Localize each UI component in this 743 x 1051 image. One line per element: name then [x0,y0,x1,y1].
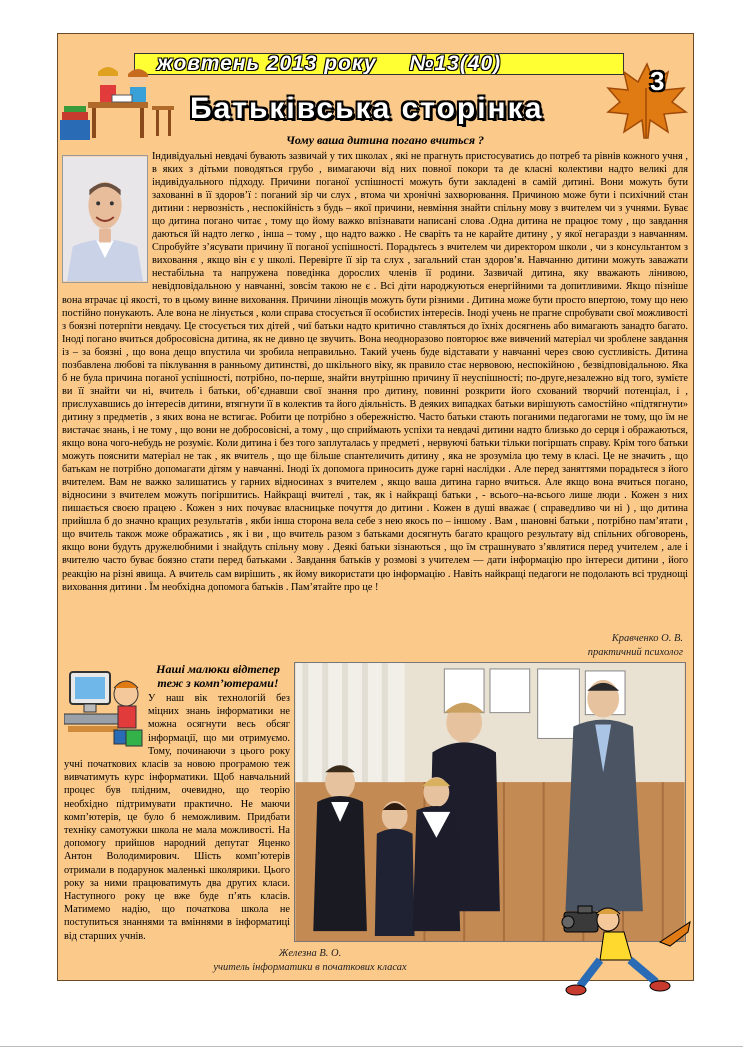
page-bottom-rule [0,1046,743,1047]
article2-author-role: учитель інформатики в початкових класах [213,962,407,973]
article1-text: Індивідуальні невдачі бувають зазвичай у тих школах , які не прагнуть пристосуватись до потреб та рівнів кожного учня , в яких з дітьми поводяться грубо , вимагаючи від них повної покори та де класні колективи надто великі для індивідуального підходу. Причини поганої успішності можуть бути закладені в самій дитині. Вони можуть бути захованні в її здоров’ї : поганий зір чи слух , втома чи хронічні захворювання. Причиною може бути і психічний стан дитини : нервозність , неспокійність з будь – якої причини, невміння знайти спільну мову з вчителем чи з учнями. Буває що дитина погано читає , тому що йому важко впізнавати написані слова .Одна дитина не працює тому , що завдання даються їй надто легко , інша – тому , що надто важко . Не сваріть та не карайте дитину , у якої негаразди з навчанням. Спробуйте з’ясувати причину її поганої успішності. Порадьтесь з вчителем чи директором школи , чи з консультантом з виховання , якщо він є у школі. Перевірте її зір та слух , загальний стан здоров’я. Навчанню дитини можуть заважати нестабільна та напружена поведінка дорослих членів її родини. Зазвичай дитина, яку вважають лінивою, невідповідальною у навчанні, зовсім такою не є . Всі діти народжуються енергійними та допитливими. Якщо пізніше вона втрачає ці якості, то в цьому винне виховання. Причини лінощів можуть бути різними . Дитина може бути просто впертою, тому що нею постійно понукають. Але вона не лінується , коли справа стосується її особистих інтересів. Іноді учень не прагне спробувати свої можливості з боязні потерпіти невдачу. Це стосується тих дітей , чиї батьки надто критично ставляться до їхніх досягнень або вимагають занадто багато. Іноді погано вчиться добросовісна дитина, як не дивно це звучить. Вона неодноразово повторює вже вивчений матеріал чи зроблене завдання із – за боязні , що вона дещо впустила чи зробила неправильно. Такий учень буде відставати у навчанні через свою сустливість. Дитина позбавлена любові та піклування в ранньому дитинстві, до шкільного віку, як правило стає нервовою, неспокійною , безвідповідальною. Яка б не була причина поганої успішності, потрібно, по-перше, знайти внутрішню причину її неуспішності; по-друге,незалежно від того, зумієте ви її знайти чи ні, вчитель і батьки, об’єднавши свої знання про дитину, повинні розкрити його схований творчий потенціал, і , прислухавшись до інтересів дитини, втягнути її в колектив та його діяльність. В деяких випадках батьки вирішують самостійно «підтягнути» дитину з предметів , з яких вона не встигає. Робити це потрібно з обережністю. Часто батьки стають поганими педагогами не тому, що їм не вистачає знань, і не тому , що вони не добросовісні, а тому , що сприймають успіхи та невдачі дитини надто близько до серця і ображаються, якщо вона чого-небудь не розуміє. Коли дитина і без того заплуталась у предметі , нервуючі батьки тільки погіршать справу. Крім того батьки можуть пояснити матеріал не так , як вчитель , що ще більше спантеличить дитину , яка не зрозуміла цю тему в класі. Це не значить , що батькам не потрібно допомагати дітям у навчанні. Іноді їх допомога приносить дуже гарні наслідки . Але перед заняттями порадьтеся з його вчителем. Вам не важко залишатись у гарних відносинах з вчителем , якщо ваша дитина гарно вчиться. Але якщо вона вчиться погано, відносини з вчителем можуть погіршитись. Найкращі вчителі , так, як і найкращі батьки , - всього–на-всього лише люди . Кожен з них пишається своєю працею . Кожен з них почуває власницьке почуття до дитини . Кожен в душі вважає ( справедливо чи ні ) , що дитина прийшла б до значно кращих результатів , якби інша сторона вела себе з нею якось по – іншому . Вам , шановні батьки , потрібно пам’ятати , що вчитель також може ображатись , як і ви , що вчитель разом з батьками досягнуть багато кращого результату від спільних обговорень, якщо вони будуть дружелюбними і знайдуть спільну мову . Деякі батьки зізнаються , що їм страшнувато з’являтися перед учителем , але і вчителю часто буває боязно стати перед батьками . Завдання батьків у розмові з учителем — дати інформацію про інтереси дитини , його реакцію на різні явища. А вчитель сам вирішить , як йому використати цю інформацію . Навіть найкращі педагоги не подолають всі труднощі виховання дитини . Їм необхідна допомога батьків . Пам’ятайте про це ! [62,151,688,593]
issue-date: жовтень 2013 року [157,53,377,75]
author-portrait-icon [62,155,148,283]
article1-body [62,150,688,594]
section-title: Батьківська сторінка [190,92,544,125]
article2-text: У наш вік технологій без міцних знань інформатики не можна осягнути весь обсяг інформації, що ми отримуємо. Тому, починаючи з цього року учні початкових класів за новою програмою теж вивчатимуть курс інформатики. Щоб навчальний процес був плідним, очевидно, що теорію необхідно підтримувати практично. Не маючи комп’ютерів, це було б неможливим. Придбати техніку самотужки школа не мала можливості. На допомогу прийшов народний депутат Яценко Антон Володимирович. Шість комп’ютерів отримали в подарунок маленькі школярики. Цього року за ними працюватимуть два других класи. Наступного року це вже буде п’ять класів. Матимемо надію, що початкова школа не поступиться знаннями та вміннями в інформатиці від старших учнів. [64,693,290,942]
article2-author-name: Железна В. О. [278,948,342,959]
article1-author-role: практичний психолог [587,647,683,658]
article1-signature [588,632,683,660]
children-reading-clipart-icon [60,62,178,142]
article1-heading: Чому ваша дитина погано вчиться ? [285,133,485,147]
maple-leaf-icon [604,60,690,140]
article2-heading [148,662,288,690]
article2-heading-line2: теж з комп’ютерами! [157,676,279,690]
article1-author-name: Кравченко О. В. [611,633,683,644]
article2-signature [180,947,440,975]
classroom-photo-icon [294,662,686,942]
page-number: 3 [650,66,665,96]
article2-body [64,692,290,943]
article2-heading-line1: Наші малюки відтепер [156,662,280,676]
cameraman-clipart-icon [560,902,696,998]
issue-number: №13(40) [409,53,502,75]
issue-banner [134,53,624,75]
